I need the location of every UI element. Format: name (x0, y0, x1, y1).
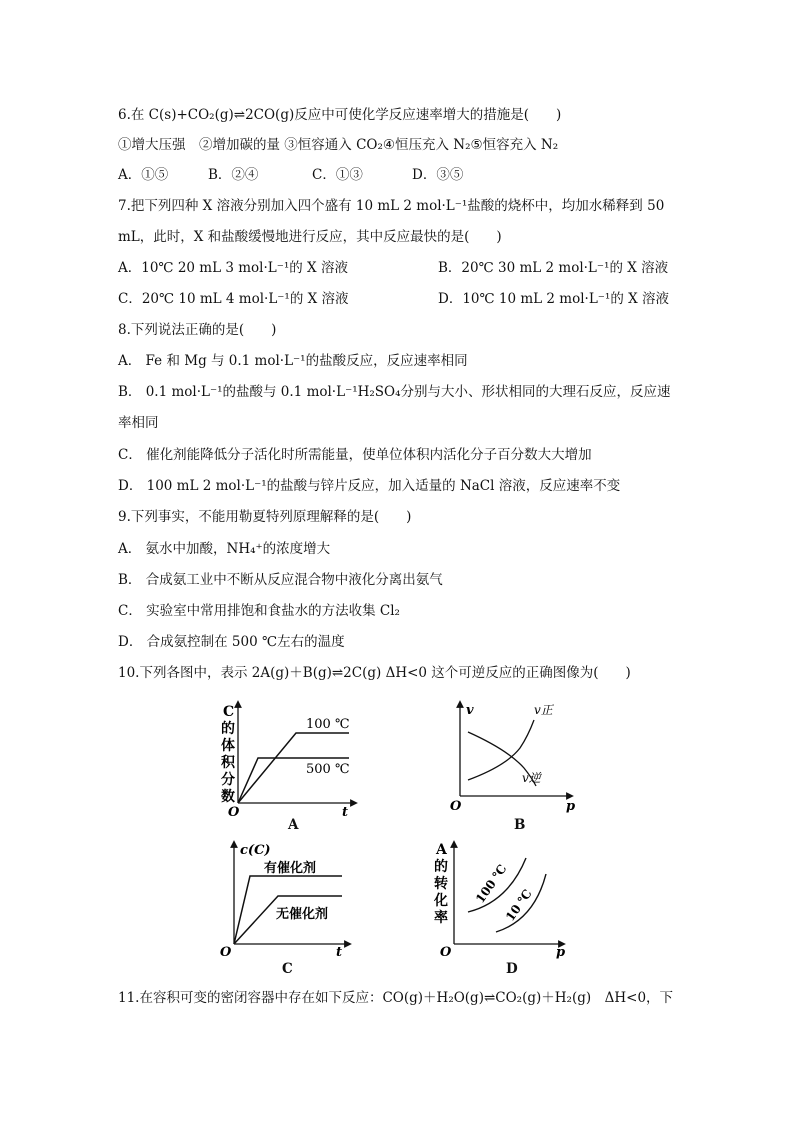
figb-label-forward: v正 (534, 703, 553, 717)
figure-c (214, 840, 364, 960)
figc-origin: O (220, 945, 232, 960)
figc-yaxis-label: c(C) (240, 843, 271, 858)
figa-ylabel: C 的体积分数 (221, 704, 235, 805)
figc-label-no-catalyst: 无催化剂 (276, 907, 329, 922)
figure-b (448, 700, 588, 820)
q9-option-d: D． 合成氨控制在 500 ℃左右的温度 (118, 634, 345, 650)
figb-caption: B (514, 817, 526, 833)
q9-stem: 9.下列事实，不能用勒夏特列原理解释的是( ) (118, 509, 412, 525)
q7-stem-line2: mL，此时，X 和盐酸缓慢地进行反应，其中反应最快的是( ) (118, 229, 502, 245)
figure-d (428, 840, 578, 960)
figd-label-100: 100 ℃ (472, 861, 510, 906)
q7-option-d: D．10℃ 10 mL 2 mol·L⁻¹的 X 溶液 (438, 291, 670, 307)
q6-option-d: D．③⑤ (412, 167, 464, 183)
q9-option-c: C． 实验室中常用排饱和食盐水的方法收集 Cl₂ (118, 603, 400, 619)
figa-label-500: 500 ℃ (306, 762, 350, 777)
q8-option-b-line2: 率相同 (118, 415, 159, 431)
q7-option-c: C．20℃ 10 mL 4 mol·L⁻¹的 X 溶液 (118, 291, 349, 307)
figa-caption: A (288, 817, 299, 833)
figd-label-10: 10 ℃ (502, 886, 535, 924)
figc-caption: C (282, 961, 293, 977)
q6-option-c: C．①③ (312, 167, 363, 183)
q7-option-b: B．20℃ 30 mL 2 mol·L⁻¹的 X 溶液 (438, 260, 669, 276)
figd-caption: D (506, 961, 518, 977)
figa-xaxis-label: t (342, 805, 349, 820)
figb-yaxis-label: v (466, 703, 474, 718)
q8-option-b-line1: B． 0.1 mol·L⁻¹的盐酸与 0.1 mol·L⁻¹H₂SO₄分别与大小、形状相同的大理石反应，反应速 (118, 384, 671, 400)
figc-label-catalyst: 有催化剂 (264, 861, 317, 876)
q9-option-a: A． 氨水中加酸，NH₄⁺的浓度增大 (118, 541, 331, 557)
q8-option-c: C． 催化剂能降低分子活化时所需能量，使单位体积内活化分子百分数大大增加 (118, 447, 592, 463)
q11-stem: 11.在容积可变的密闭容器中存在如下反应：CO(g)＋H₂O(g)⇌CO₂(g)＋H₂(g) ΔH<0，下 (118, 990, 674, 1006)
q6-option-a: A．①⑤ (118, 167, 169, 183)
figb-label-reverse: v逆 (522, 771, 541, 785)
q6-conditions: ①增大压强 ②增加碳的量 ③恒容通入 CO₂④恒压充入 N₂⑤恒容充入 N₂ (118, 137, 559, 153)
figd-xaxis-label: p (556, 945, 566, 960)
q8-option-d: D． 100 mL 2 mol·L⁻¹的盐酸与锌片反应，加入适量的 NaCl 溶液，反应速率不变 (118, 478, 621, 494)
q9-option-b: B． 合成氨工业中不断从反应混合物中液化分离出氨气 (118, 572, 443, 588)
q7-option-a: A．10℃ 20 mL 3 mol·L⁻¹的 X 溶液 (118, 260, 348, 276)
figa-label-100: 100 ℃ (306, 717, 350, 732)
figc-xaxis-label: t (336, 945, 343, 960)
q8-option-a: A． Fe 和 Mg 与 0.1 mol·L⁻¹的盐酸反应，反应速率相同 (118, 353, 468, 369)
figb-origin: O (450, 799, 462, 814)
q7-stem-line1: 7.把下列四种 X 溶液分别加入四个盛有 10 mL 2 mol·L⁻¹盐酸的烧杯中，均加水稀释到 50 (118, 198, 665, 214)
figure-a (214, 700, 364, 830)
figa-origin: O (228, 805, 240, 820)
q6-stem: 6.在 C(s)+CO₂(g)⇌2CO(g)反应中可使化学反应速率增大的措施是( ) (118, 107, 562, 123)
figb-xaxis-label: p (566, 799, 576, 814)
q6-option-b: B．②④ (208, 167, 259, 183)
q8-stem: 8.下列说法正确的是( ) (118, 322, 277, 338)
figd-origin: O (440, 945, 452, 960)
q10-stem: 10.下列各图中，表示 2A(g)＋B(g)⇌2C(g) ΔH<0 这个可逆反应的正确图像为( ) (118, 665, 631, 681)
figd-ylabel: A 的转化率 (434, 842, 448, 926)
